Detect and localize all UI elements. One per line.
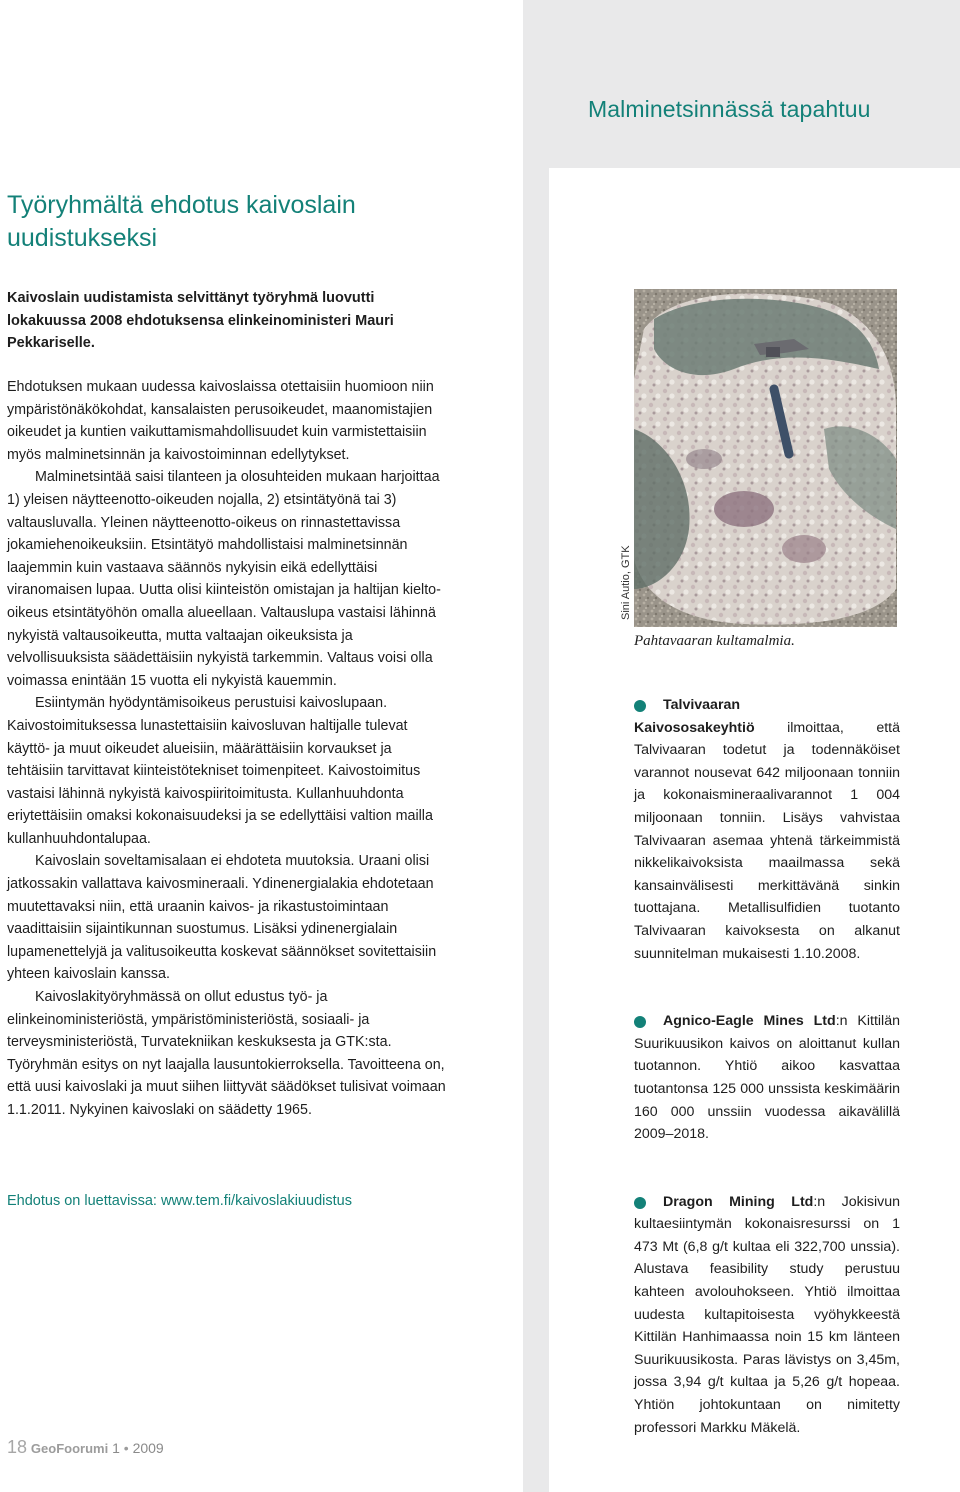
paragraph: Kaivostoimituksessa lunastettaisiin kaivosluvan haltijalle tulevat käyttö- ja muut oikeudet alueisiin, määrättäisiin korvaukset ja tehtäisiin tarvittavat kiinteistötekniset toimenpiteet. Kaivostoimitus vastaisi lähinnä nykyistä kaivospiiritoimitusta. Kullanhuuhdonta eriytettäisiin omaksi kokonaisuudeksi ja se edellyttäisi valtion mailla kullanhuuhdontalupaa. — [7, 717, 433, 847]
ore-photo — [634, 289, 897, 627]
news-text: :n Jokisivun kultaesiintymän kokonaisresurssi on 1 473 Mt (6,8 g/t kultaa eli 322,700 unssia). Alustava feasibility study perustuu kahteen avolouhokseen. Yhtiö ilmoittaa uudesta kultapitoisesta vyöhykkeestä Kittilän Hanhimaassa noin 15 km länteen Suurikuusikosta. Paras lävistys on 3,45m, jossa 3,94 g/t kultaa ja 5,26 g/t hopeaa. Yhtiön johtokuntaan on nimitetty professori Markku Mäkelä. — [634, 1193, 900, 1436]
section-header: Malminetsinnässä tapahtuu — [588, 96, 871, 122]
paragraph: Malminetsintää saisi tilanteen ja olosuhteiden mukaan harjoittaa 1) yleisen näytteenotto-oikeuden nojalla, 2) etsintätyönä tai 3) valtausluvalla. Yleinen näytteenotto-oikeus on rinnastettavissa jokamiehenoikeuksiin. Etsintätyö mahdollistaisi malminetsinnän laajemmin kuin vastaava säännös nykyisin eikä edellyttäisi viranomaisen lupaa. Uutta olisi kiinteistön omistajan ja haltijan kielto-oikeus etsintätyöhön omalla alueellaan. Valtauslupa vastaisi lähinnä nykyistä valtausoikeutta, mutta valtaajan oikeuksista ja velvollisuuksista säädettäisiin nykyistä tarkemmin. Valtaus voisi olla voimassa enintään 15 vuotta eli nykyistä kauemmin. — [7, 469, 441, 689]
article-lead: Kaivoslain uudistamista selvittänyt työryhmä luovutti lokakuussa 2008 ehdotuksensa elinkeinoministeri Mauri Pekkariselle. — [7, 290, 394, 351]
news-item — [634, 694, 900, 965]
bullet-icon — [634, 700, 646, 712]
news-text: :n Kittilän Suurikuusikon kaivos on aloittanut kullan tuotannon. Yhtiö aikoo kasvattaa tuotantonsa 125 000 unssista keskimäärin 160 000 unssiin vuodessa aikavälillä 2009–2018. — [634, 1013, 900, 1143]
year: 2009 — [132, 1440, 164, 1456]
article-body — [7, 376, 449, 1122]
company-name: Dragon Mining Ltd — [663, 1193, 814, 1210]
paragraph: Kaivoslakityöryhmässä on ollut edustus työ- ja elinkeinoministeriöstä, ympäristöministeriöstä, sosiaali- ja terveysministeriöstä, Turvatekniikan keskuksesta ja GTK:sta. — [7, 989, 392, 1051]
article-title-line2: uudistukseksi — [7, 224, 158, 252]
article-title-line1: Työryhmältä ehdotus kaivoslain — [7, 191, 356, 219]
news-list — [634, 694, 900, 1439]
news-text: ilmoittaa, että Talvivaaran todetut ja todennäköiset varannot nousevat 642 miljoonaan tonniin ja kokonaismineraalivarannot 1 004 miljoonaan tonniin. Lisäys vahvistaa Talvivaaran asemaa yhtenä tärkeimmistä nikkelikaivoksista maailmassa sekä kansainvälisesti merkittävänä sinkin tuottajana. Metallisulfidien tuotanto Talvivaaran kaivoksesta on alkanut suunnitelman mukaisesti 1.10.2008. — [634, 719, 900, 962]
paragraph: Ehdotuksen mukaan uudessa kaivoslaissa otettaisiin huomioon niin ympäristönäkökohdat, kansalaisten perusoikeudet, maanomistajien oikeudet ja kuntien vaikuttamismahdollisuudet kuin varmistettaisiin myös malminetsinnän ja kaivostoiminnan edellytykset. — [7, 379, 434, 463]
paragraph: Kaivoslain soveltamisalaan ei ehdoteta muutoksia. Uraani olisi jatkossakin vallattava kaivosmineraali. Ydinenergialakia ehdotetaan muutettavaksi niin, että uraanin kaivos- ja rikastustoimintaan vaadittaisiin sijaintikunnan suostumus. Lisäksi ydinenergialain lupamenettelyjä ja valitusoikeutta koskevat säännökset sovitettaisiin yhteen kaivoslain kanssa. — [7, 853, 437, 983]
magazine-name: GeoFoorumi — [30, 1441, 109, 1456]
paragraph: Työryhmän esitys on nyt laajalla lausuntokierroksella. Tavoitteena on, että uusi kaivoslaki ja muut siihen liittyvät säädökset tulisivat voimaan 1.1.2011. Nykyinen kaivoslaki on säädetty 1965. — [7, 1056, 446, 1118]
company-name: Agnico-Eagle Mines Ltd — [663, 1013, 836, 1030]
issue-number: 1 — [112, 1440, 120, 1456]
page-number: 18 — [7, 1437, 28, 1457]
bullet-icon — [634, 1197, 646, 1209]
news-item — [634, 1010, 900, 1146]
photo-credit: Sini Autio, GTK — [620, 545, 632, 620]
proposal-link[interactable]: Ehdotus on luettavissa: www.tem.fi/kaivoslakiuudistus — [7, 1193, 352, 1209]
paragraph: Esiintymän hyödyntämisoikeus perustuisi kaivoslupaan. — [35, 695, 388, 712]
news-item — [634, 1191, 900, 1440]
company-name: Talvivaaran Kaivososakeyhtiö — [634, 697, 755, 736]
photo-caption: Pahtavaaran kultamalmia. — [634, 633, 795, 649]
article-title — [7, 189, 427, 255]
page-footer — [7, 1437, 164, 1461]
ore-photo-illustration — [634, 289, 897, 627]
footer-separator: • — [123, 1440, 129, 1456]
